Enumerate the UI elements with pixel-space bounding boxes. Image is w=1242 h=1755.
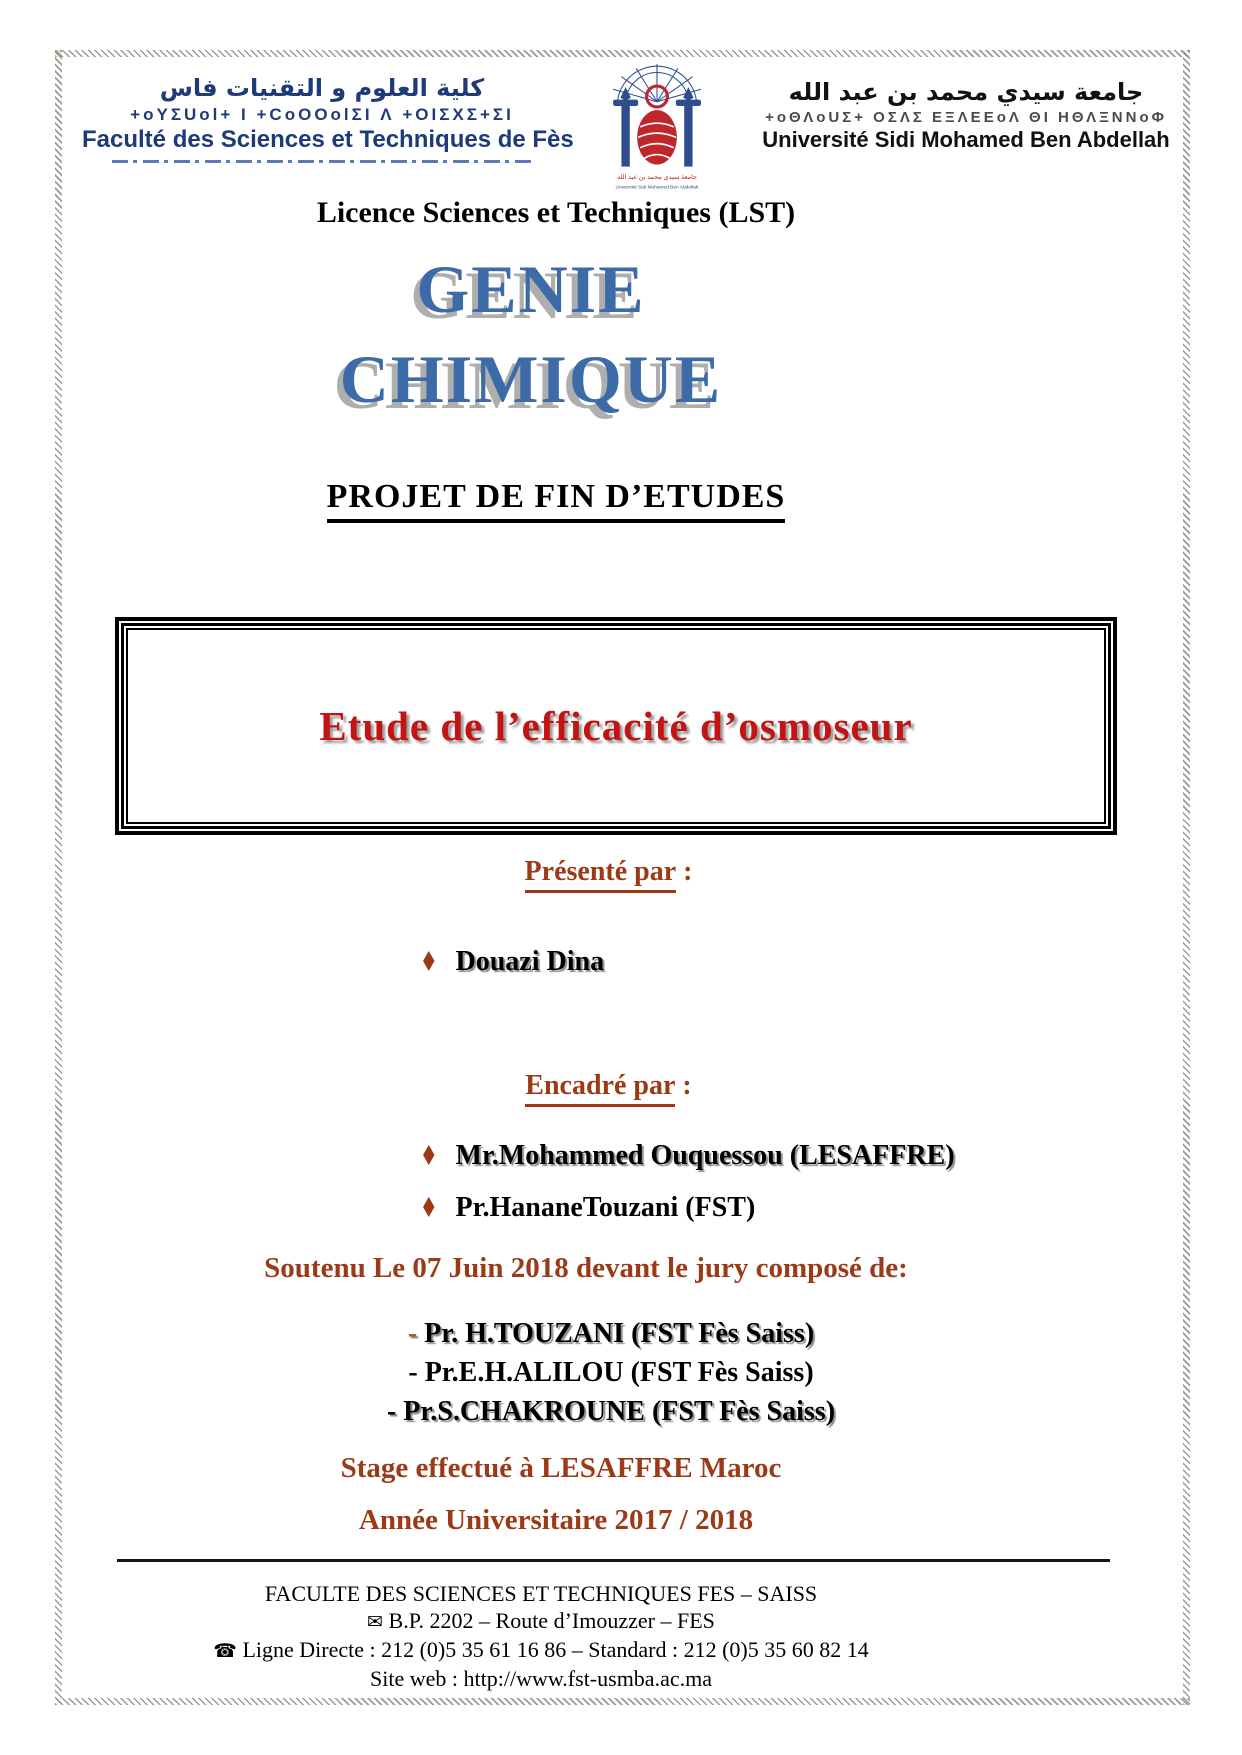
program-title: Licence Sciences et Techniques (LST) [316,196,796,229]
page-border-bottom [55,1698,1190,1705]
jury-member [0,1353,1222,1392]
page-border-top [55,50,1190,57]
footer [0,1580,1082,1692]
faculty-block [82,68,574,163]
student-line [418,946,604,978]
university-name-tifinagh: +oΘΛoUΣ+ ΟΣΛΣ ΕΞΛΕΕoΛ ΘΙ ΗΘΛΞΝΝoΦ [765,109,1167,126]
internship-location: Stage effectué à LESAFFRE Maroc [340,1452,782,1484]
jury-member-name: Pr. H.TOUZANI (FST Fès Saiss) [424,1318,815,1349]
jury-member-name: Pr.E.H.ALILOU (FST Fès Saiss) [424,1357,814,1388]
supervised-by-label: Encadré par [525,1070,675,1107]
footer-address [0,1607,1082,1636]
faculty-underline-ornament [112,160,532,163]
footer-divider [117,1559,1110,1562]
presented-by-colon: : [676,856,693,887]
jury-member [0,1392,1222,1431]
supervisor-line [418,1192,755,1224]
faculty-name-arabic: كلية العلوم و التقنيات فاس [159,74,485,102]
jury-dash: - [407,1318,418,1349]
supervisor-line [418,1140,955,1172]
university-logo [594,62,724,203]
major-title-line1: GENIE [416,251,646,327]
footer-website: Site web : http://www.fst-usmba.ac.ma [370,1666,712,1691]
envelope-icon: ✉ [367,1611,384,1633]
defense-intro: Soutenu Le 07 Juin 2018 devant le jury composé de: [264,1252,908,1284]
report-type-text: PROJET DE FIN D’ETUDES [327,478,786,523]
jury-dash: - [386,1396,397,1427]
diamond-bullet-icon: ♦ [419,945,438,979]
supervised-by-heading [0,1070,1217,1107]
jury-member [0,1314,1222,1353]
footer-faculty-name: FACULTE DES SCIENCES ET TECHNIQUES FES – SAISS [264,1581,818,1606]
student-name: Douazi Dina [455,946,605,977]
major-title-line2: CHIMIQUE [339,341,723,417]
supervisor-name: Mr.Mohammed Ouquessou (LESAFFRE) [455,1140,955,1171]
university-name-french: Université Sidi Mohamed Ben Abdellah [762,127,1170,152]
logo-caption-arabic: جامعة سيدي محمد بن عبد الله [616,174,698,182]
supervised-by-colon: : [675,1070,692,1101]
academic-year: Année Universitaire 2017 / 2018 [358,1504,754,1536]
university-name-arabic: جامعة سيدي محمد بن عبد الله [788,78,1144,106]
faculty-name-tifinagh: +oYΣUol+ I +CoOOolΣI Λ +OIΣXΣ+ΣI [130,105,514,124]
footer-phone [0,1636,1082,1665]
university-logo-emblem [594,62,720,198]
phone-icon: ☎ [213,1640,237,1662]
supervisor-name: Pr.HananeTouzani (FST) [455,1192,756,1223]
subject-title: Etude de l’efficacité d’osmoseur [319,703,913,749]
presented-by-label: Présenté par [525,856,677,893]
university-block [756,68,1176,153]
jury-list [0,1314,1222,1431]
footer-phone-text: Ligne Directe : 212 (0)5 35 61 16 86 – Standard : 212 (0)5 35 60 82 14 [242,1637,869,1662]
diamond-bullet-icon: ♦ [419,1191,438,1225]
jury-member-name: Pr.S.CHAKROUNE (FST Fès Saiss) [403,1396,836,1427]
jury-dash: - [408,1357,418,1388]
footer-address-text: B.P. 2202 – Route d’Imouzzer – FES [388,1608,715,1633]
faculty-name-french: Faculté des Sciences et Techniques de Fès [82,126,574,153]
presented-by-heading [0,856,1217,893]
subject-box [126,628,1106,824]
header [82,68,1176,203]
diamond-bullet-icon: ♦ [419,1139,438,1173]
report-type-title [0,478,1112,523]
logo-caption-french: Université Sidi Mohamed Ben Abdellah [615,185,699,191]
